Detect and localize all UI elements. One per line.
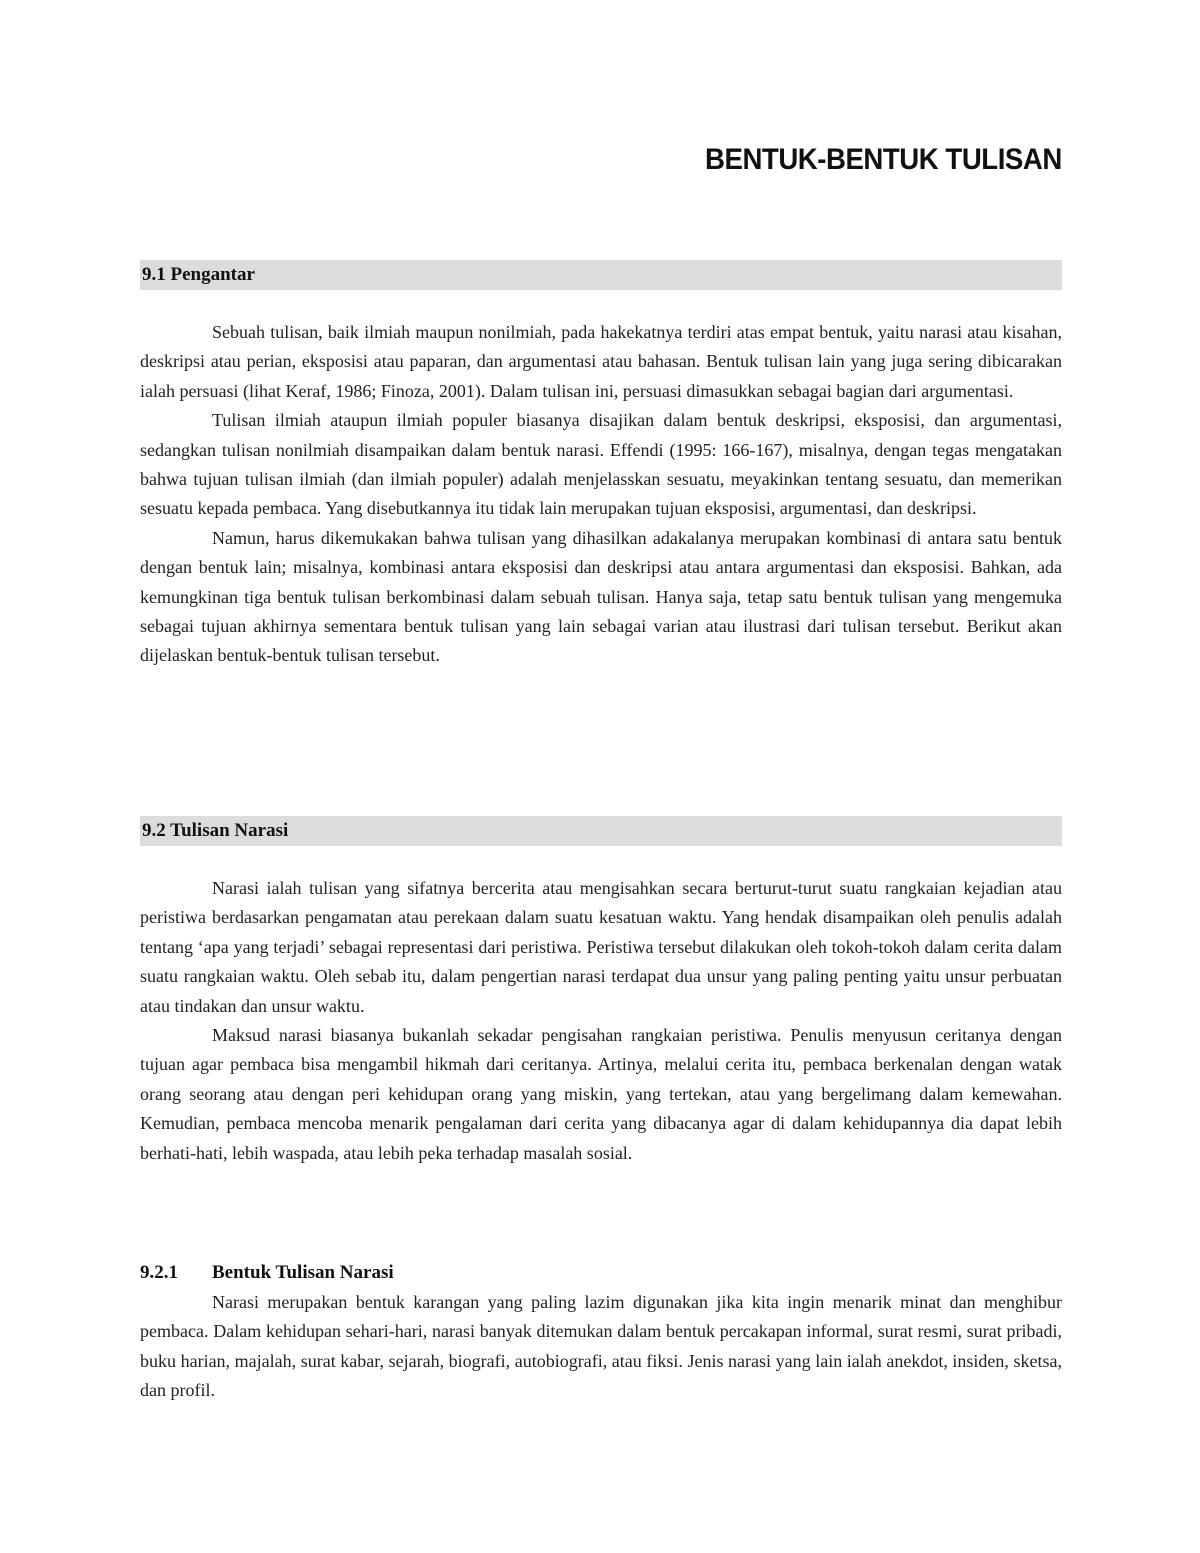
document-page [140,0,1062,1553]
subsection-title: Bentuk Tulisan Narasi [212,1262,394,1283]
paragraph: Namun, harus dikemukakan bahwa tulisan yang dihasilkan adakalanya merupakan kombinasi di antara satu bentuk dengan bentuk lain; misalnya, kombinasi antara eksposisi dan deskripsi atau antara argumentasi dan eksposisi. Bahkan, ada kemungkinan tiga bentuk tulisan berkombinasi dalam sebuah tulisan. Hanya saja, tetap satu bentuk tulisan yang mengemuka sebagai tujuan akhirnya sementara bentuk tulisan yang lain sebagai varian atau ilustrasi dari tulisan tersebut. Berikut akan dijelaskan bentuk-bentuk tulisan tersebut. [140,527,1062,666]
subsection-heading-9-2-1 [140,1258,394,1287]
section-heading-9-1: 9.1 Pengantar [140,260,1062,290]
paragraph: Narasi merupakan bentuk karangan yang paling lazim digunakan jika kita ingin menarik minat dan menghibur pembaca. Dalam kehidupan sehari-hari, narasi banyak ditemukan dalam bentuk percakapan informal, surat resmi, surat pribadi, buku harian, majalah, surat kabar, sejarah, biografi, autobiografi, atau fiksi. Jenis narasi yang lain ialah anekdot, insiden, sketsa, dan profil. [140,1292,1062,1401]
paragraph: Sebuah tulisan, baik ilmiah maupun nonilmiah, pada hakekatnya terdiri atas empat bentuk, yaitu narasi atau kisahan, deskripsi atau perian, eksposisi atau paparan, dan argumentasi atau bahasan. Bentuk tulisan lain yang juga sering dibicarakan ialah persuasi (lihat Keraf, 1986; Finoza, 2001). Dalam tulisan ini, persuasi dimasukkan sebagai bagian dari argumentasi. [140,322,1062,401]
section-heading-9-2: 9.2 Tulisan Narasi [140,816,1062,846]
paragraph: Tulisan ilmiah ataupun ilmiah populer biasanya disajikan dalam bentuk deskripsi, eksposisi, dan argumentasi, sedangkan tulisan nonilmiah disampaikan dalam bentuk narasi. Effendi (1995: 166-167), misalnya, dengan tegas mengatakan bahwa tujuan tulisan ilmiah (dan ilmiah populer) adalah menjelasskan sesuatu, meyakinkan tentang sesuatu, dan memerikan sesuatu kepada pembaca. Yang disebutkannya itu tidak lain merupakan tujuan eksposisi, argumentasi, dan deskripsi. [140,410,1062,519]
paragraph: Maksud narasi biasanya bukanlah sekadar pengisahan rangkaian peristiwa. Penulis menyusun ceritanya dengan tujuan agar pembaca bisa mengambil hikmah dari ceritanya. Artinya, melalui cerita itu, pembaca berkenalan dengan watak orang seorang atau dengan peri kehidupan orang yang miskin, yang tertekan, atau yang bergelimang dalam kemewahan. Kemudian, pembaca mencoba menarik pengalaman dari cerita yang dibacanya agar di dalam kehidupannya dia dapat lebih berhati-hati, lebih waspada, atau lebih peka terhadap masalah sosial. [140,1025,1062,1163]
subsection-body-9-2-1 [140,1288,1062,1406]
section-body-9-2 [140,874,1062,1168]
section-body-9-1 [140,318,1062,671]
page-title: BENTUK-BENTUK TULISAN [705,143,1062,176]
subsection-number: 9.2.1 [140,1262,178,1283]
paragraph: Narasi ialah tulisan yang sifatnya bercerita atau mengisahkan secara berturut-turut suatu rangkaian kejadian atau peristiwa berdasarkan pengamatan atau perekaan dalam suatu kesatuan waktu. Yang hendak disampaikan oleh penulis adalah tentang ‘apa yang terjadi’ sebagai representasi dari peristiwa. Peristiwa tersebut dilakukan oleh tokoh-tokoh dalam cerita dalam suatu rangkaian waktu. Oleh sebab itu, dalam pengertian narasi terdapat dua unsur yang paling penting yaitu unsur perbuatan atau tindakan dan unsur waktu. [140,878,1062,1016]
